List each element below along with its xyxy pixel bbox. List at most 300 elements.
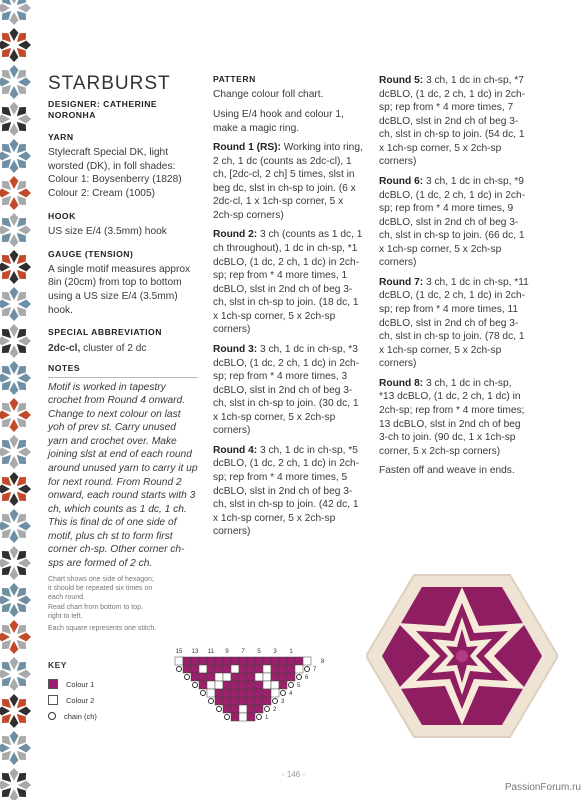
border-petal <box>10 102 19 115</box>
stitch-chart <box>170 645 340 735</box>
border-petal <box>17 85 26 94</box>
border-petal <box>17 751 26 760</box>
border-petal <box>17 107 26 116</box>
border-petal <box>2 85 11 94</box>
round-text <box>213 343 365 438</box>
chart-cell <box>207 673 215 681</box>
chart-cell <box>247 705 255 713</box>
border-petal <box>17 514 26 523</box>
border-petal <box>17 714 26 723</box>
border-petal <box>2 603 11 612</box>
chart-cell <box>223 705 231 713</box>
chart-cell <box>279 657 287 665</box>
border-petal <box>10 287 19 300</box>
border-motif <box>0 398 31 432</box>
chart-cell <box>175 657 183 665</box>
chart-key <box>48 660 97 724</box>
round-label: Round 6: <box>379 175 424 187</box>
chart-cell <box>231 673 239 681</box>
border-petal <box>17 48 26 57</box>
border-petal <box>17 196 26 205</box>
chart-cell <box>215 673 223 681</box>
chart-cell <box>263 673 271 681</box>
chart-cell <box>215 665 223 673</box>
border-petal <box>17 529 26 538</box>
chart-note: Chart shows one side of hexagon; it should be repeated six times on each round. <box>48 576 154 602</box>
border-petal <box>17 418 26 427</box>
border-petal <box>2 736 11 745</box>
chart-cell <box>231 713 239 721</box>
border-petal <box>17 603 26 612</box>
chart-cell <box>255 665 263 673</box>
chart-cell <box>271 673 279 681</box>
chart-cell <box>191 657 199 665</box>
chart-cell <box>247 657 255 665</box>
border-petal <box>18 226 31 235</box>
chart-cell <box>279 681 287 689</box>
border-petal <box>18 189 31 198</box>
chart-cell <box>231 697 239 705</box>
chart-cell <box>247 673 255 681</box>
border-petal <box>2 181 11 190</box>
chart-cell <box>231 681 239 689</box>
chain-symbol-icon <box>48 712 56 720</box>
border-center <box>11 708 17 714</box>
round-label: Round 8: <box>379 377 424 389</box>
chart-row-label: 4 <box>289 691 293 697</box>
hook-text: US size E/4 (3.5mm) hook <box>48 225 167 237</box>
border-motif <box>0 657 31 691</box>
border-petal <box>18 374 31 383</box>
chart-cell <box>207 681 215 689</box>
chart-note: Each square represents one stitch. <box>48 625 157 632</box>
border-petal <box>17 11 26 20</box>
border-petal <box>10 361 19 374</box>
chart-col-label: 13 <box>191 649 199 655</box>
round-label: Round 3: <box>213 343 258 355</box>
border-petal <box>2 418 11 427</box>
chart-chain <box>217 707 222 712</box>
border-petal <box>2 551 11 560</box>
key-title: KEY <box>48 660 67 670</box>
border-petal <box>2 699 11 708</box>
border-petal <box>0 485 10 494</box>
border-center <box>11 227 17 233</box>
border-center <box>11 523 17 529</box>
border-petal <box>17 233 26 242</box>
border-center <box>11 338 17 344</box>
chart-col-label: 1 <box>289 649 293 655</box>
border-center <box>11 597 17 603</box>
round-text <box>379 276 529 371</box>
round-text <box>213 141 365 222</box>
round-label: Round 1 (RS): <box>213 142 281 154</box>
border-petal <box>17 455 26 464</box>
border-petal <box>2 270 11 279</box>
border-petal <box>10 472 19 485</box>
border-petal <box>17 492 26 501</box>
border-center <box>11 782 17 788</box>
border-petal <box>17 307 26 316</box>
chart-cell <box>263 681 271 689</box>
border-petal <box>2 440 11 449</box>
chart-chain <box>225 715 230 720</box>
border-petal <box>17 662 26 671</box>
border-petal <box>10 694 19 707</box>
chart-chain <box>297 675 302 680</box>
border-petal <box>2 477 11 486</box>
chart-cell <box>215 657 223 665</box>
border-petal <box>18 115 31 124</box>
chart-cell <box>239 689 247 697</box>
chart-cell <box>287 665 295 673</box>
round-body: 3 ch, 1 dc in ch-sp, *3 dcBLO, (1 dc, 2 ch, 1 dc) in 2ch-sp; rep from * 4 more times, 3 dcBLO, slst in 2nd ch of beg 3-ch, slst in ch-sp to join. (30 dc, 1 x 1ch-sp corner, 5 x 2ch-sp corners) <box>213 343 360 437</box>
border-petal <box>18 300 31 309</box>
chart-cell <box>279 665 287 673</box>
border-center <box>11 116 17 122</box>
border-motif <box>0 139 31 173</box>
border-petal <box>10 567 19 580</box>
border-center <box>11 560 17 566</box>
chart-cell <box>223 657 231 665</box>
border-petal <box>0 448 10 457</box>
gauge-heading: GAUGE (TENSION) <box>48 248 134 259</box>
border-petal <box>2 403 11 412</box>
border-motif <box>0 213 31 247</box>
chart-col-label: 7 <box>241 649 245 655</box>
chart-cell <box>255 673 263 681</box>
pattern-intro: Using E/4 hook and colour 1, make a magic ring. <box>213 108 344 134</box>
border-petal <box>17 144 26 153</box>
border-petal <box>10 345 19 358</box>
border-petal <box>10 12 19 25</box>
border-petal <box>2 751 11 760</box>
chart-cell <box>239 697 247 705</box>
colour2-swatch <box>48 695 58 705</box>
round-text <box>379 175 529 270</box>
right-column <box>379 74 529 484</box>
border-petal <box>17 588 26 597</box>
border-petal <box>2 455 11 464</box>
border-petal <box>2 48 11 57</box>
chart-cell <box>183 657 191 665</box>
border-petal <box>18 41 31 50</box>
chart-cell <box>223 689 231 697</box>
border-motif <box>0 620 31 654</box>
border-petal <box>10 604 19 617</box>
border-petal <box>2 11 11 20</box>
notes-heading: NOTES <box>48 363 198 377</box>
chart-cell <box>207 665 215 673</box>
border-petal <box>2 196 11 205</box>
border-petal <box>10 752 19 765</box>
border-petal <box>10 715 19 728</box>
chart-cell <box>231 657 239 665</box>
chart-cell <box>263 665 271 673</box>
round-label: Round 4: <box>213 444 258 456</box>
chart-cell <box>215 689 223 697</box>
border-petal <box>0 41 10 50</box>
chart-cell <box>295 665 303 673</box>
border-petal <box>17 677 26 686</box>
round-text <box>213 444 365 539</box>
chart-cell <box>247 689 255 697</box>
border-petal <box>0 522 10 531</box>
yarn-line: Colour 2: Cream (1005) <box>48 187 156 199</box>
chart-cell <box>263 657 271 665</box>
border-petal <box>17 381 26 390</box>
border-petal <box>18 337 31 346</box>
chart-cell <box>199 665 207 673</box>
middle-column <box>213 74 365 545</box>
yarn-heading: YARN <box>48 131 74 142</box>
chart-row-label: 1 <box>265 715 269 721</box>
chart-cell <box>223 673 231 681</box>
border-petal <box>0 300 10 309</box>
border-petal <box>2 588 11 597</box>
border-petal <box>10 530 19 543</box>
key-item <box>48 692 97 708</box>
key-label: chain (ch) <box>64 711 97 721</box>
border-center <box>11 375 17 381</box>
border-petal <box>0 226 10 235</box>
chart-cell <box>223 681 231 689</box>
border-petal <box>2 233 11 242</box>
border-petal <box>17 625 26 634</box>
chart-chain <box>305 667 310 672</box>
round-body: 3 ch, 1 dc in ch-sp, *5 dcBLO, (1 dc, 2 ch, 1 dc) in 2ch-sp; rep from * 4 more times, 5 dcBLO, slst in 2nd ch of beg 3-ch, slst in ch-sp to join. (42 dc, 1 x 1ch-sp corner, 5 x 2ch-sp corners) <box>213 444 360 538</box>
abbrev-term: 2dc-cl, <box>48 342 81 354</box>
round-text <box>379 74 529 169</box>
chart-cell <box>255 657 263 665</box>
border-motif <box>0 546 31 580</box>
border-petal <box>10 324 19 337</box>
border-petal <box>0 707 10 716</box>
border-motif <box>0 731 31 765</box>
border-center <box>11 412 17 418</box>
watermark: PassionForum.ru <box>504 782 581 793</box>
chart-cell <box>303 657 311 665</box>
key-label: Colour 1 <box>66 679 95 689</box>
border-petal <box>17 366 26 375</box>
border-petal <box>17 788 26 797</box>
border-petal <box>2 714 11 723</box>
border-petal <box>10 271 19 284</box>
border-petal <box>10 28 19 41</box>
chart-cell <box>279 673 287 681</box>
border-petal <box>2 566 11 575</box>
border-motif <box>0 28 31 62</box>
chart-cell <box>191 673 199 681</box>
abbrev-text <box>48 342 198 356</box>
border-petal <box>17 736 26 745</box>
border-petal <box>10 123 19 136</box>
border-petal <box>10 678 19 691</box>
border-petal <box>18 596 31 605</box>
border-petal <box>18 744 31 753</box>
border-petal <box>17 122 26 131</box>
border-petal <box>10 234 19 247</box>
chart-row-label: 8 <box>321 659 325 665</box>
abbrev-def: cluster of 2 dc <box>80 342 147 354</box>
border-petal <box>0 4 10 13</box>
border-petal <box>2 292 11 301</box>
border-petal <box>10 250 19 263</box>
chart-cell <box>215 681 223 689</box>
border-petal <box>10 160 19 173</box>
border-motif <box>0 435 31 469</box>
chart-chain <box>281 691 286 696</box>
border-petal <box>17 181 26 190</box>
page-number: - 146 - <box>281 770 306 779</box>
border-petal <box>17 292 26 301</box>
chart-cell <box>247 697 255 705</box>
round-body: 3 ch, 1 dc in ch-sp, *9 dcBLO, (1 dc, 2 ch, 1 dc) in 2ch-sp; rep from * 4 more times, 9 dcBLO, slst in 2nd ch of beg 3-ch, slst in ch-sp to join. (66 dc, 1 x 1ch-sp corner, 5 x 2ch-sp corners) <box>379 175 526 269</box>
border-center <box>11 634 17 640</box>
border-petal <box>18 485 31 494</box>
border-petal <box>2 107 11 116</box>
chart-cell <box>199 657 207 665</box>
border-petal <box>0 78 10 87</box>
border-petal <box>2 640 11 649</box>
left-column <box>48 74 198 576</box>
border-petal <box>2 514 11 523</box>
colour1-swatch <box>48 679 58 689</box>
border-motif <box>0 102 31 136</box>
border-petal <box>17 551 26 560</box>
border-petal <box>10 213 19 226</box>
border-petal <box>2 70 11 79</box>
border-petal <box>17 477 26 486</box>
border-center <box>11 42 17 48</box>
border-center <box>11 79 17 85</box>
border-motif <box>0 509 31 543</box>
border-petal <box>2 329 11 338</box>
border-petal <box>18 78 31 87</box>
chart-chain <box>185 675 190 680</box>
round-body: 3 ch, 1 dc in ch-sp, *7 dcBLO, (1 dc, 2 ch, 1 dc) in 2ch-sp; rep from * 4 more times, 7 dcBLO, slst in 2nd ch of beg 3-ch, slst in ch-sp to join. (54 dc, 1 x 1ch-sp corner, 5 x 2ch-sp corners) <box>379 75 526 168</box>
border-petal <box>2 33 11 42</box>
border-motif <box>0 250 31 284</box>
border-petal <box>17 255 26 264</box>
border-petal <box>10 382 19 395</box>
chart-cell <box>247 681 255 689</box>
notes-text: Motif is worked in tapestry crochet from Round 4 onward. Change to next colour on last yoh of prev st. Carry unused yarn and crochet over. Make joining slst at end of each round around unused yarn to carry it up for next round. From Round 2 onward, each round starts with 3 ch, which counts as 1 dc, 1 ch. This is final dc of one side of motif, plus ch st to form first corner ch-sp. Other corner ch-sps are formed of 2 ch. <box>48 381 198 569</box>
chart-cell <box>239 681 247 689</box>
chart-cell <box>199 681 207 689</box>
border-petal <box>18 633 31 642</box>
border-motif <box>0 65 31 99</box>
chart-cell <box>247 713 255 721</box>
chart-cell <box>255 697 263 705</box>
page-title: STARBURST <box>48 73 171 94</box>
border-petal <box>2 307 11 316</box>
border-petal <box>2 144 11 153</box>
border-motif <box>0 176 31 210</box>
border-petal <box>17 218 26 227</box>
chart-cell <box>263 689 271 697</box>
pattern-intro: Change colour foll chart. <box>213 89 324 101</box>
chart-chain <box>209 699 214 704</box>
border-petal <box>10 86 19 99</box>
chart-cell <box>247 665 255 673</box>
border-petal <box>17 640 26 649</box>
border-motif <box>0 0 31 25</box>
border-petal <box>0 633 10 642</box>
chart-row-label: 2 <box>273 707 277 713</box>
chart-cell <box>239 657 247 665</box>
border-petal <box>2 381 11 390</box>
border-petal <box>18 411 31 420</box>
border-petal <box>17 566 26 575</box>
yarn-text <box>48 146 198 200</box>
chart-cell <box>183 665 191 673</box>
chart-row-label: 5 <box>297 683 301 689</box>
abbrev-heading: SPECIAL ABBREVIATION <box>48 327 162 338</box>
chart-cell <box>215 697 223 705</box>
border-center <box>11 301 17 307</box>
chart-row-label: 6 <box>305 675 309 681</box>
border-petal <box>2 625 11 634</box>
border-petal <box>10 49 19 62</box>
yarn-line: Stylecraft Special DK, light worsted (DK), in foll shades: <box>48 147 176 172</box>
border-petal <box>17 70 26 79</box>
chart-cell <box>287 673 295 681</box>
border-petal <box>17 440 26 449</box>
border-petal <box>10 0 19 4</box>
border-petal <box>2 159 11 168</box>
border-motif <box>0 324 31 358</box>
border-petal <box>10 435 19 448</box>
round-text <box>213 228 365 337</box>
border-petal <box>17 159 26 168</box>
chart-cell <box>191 665 199 673</box>
chart-cell <box>255 705 263 713</box>
chart-row-label: 7 <box>313 667 317 673</box>
border-petal <box>2 492 11 501</box>
border-petal <box>0 411 10 420</box>
round-label: Round 2: <box>213 229 258 241</box>
border-petal <box>18 448 31 457</box>
border-petal <box>17 699 26 708</box>
chart-cell <box>239 673 247 681</box>
crochet-motif-photo <box>366 573 558 739</box>
border-center <box>11 671 17 677</box>
chart-note: Read chart from bottom to top, right to left. <box>48 604 143 621</box>
border-center <box>11 745 17 751</box>
chart-cell <box>271 681 279 689</box>
chart-cell <box>231 689 239 697</box>
border-petal <box>0 559 10 568</box>
chart-cell <box>239 705 247 713</box>
border-petal <box>18 559 31 568</box>
chart-col-label: 11 <box>207 649 215 655</box>
border-petal <box>0 596 10 605</box>
gauge-text: A single motif measures approx 8in (20cm) from top to bottom using a US size E/4 (3.5mm) hook. <box>48 263 191 316</box>
chart-cell <box>239 713 247 721</box>
chart-cell <box>271 657 279 665</box>
yarn-line: Colour 1: Boysenberry (1828) <box>48 174 182 186</box>
chart-cell <box>207 689 215 697</box>
border-petal <box>0 152 10 161</box>
key-label: Colour 2 <box>66 695 95 705</box>
border-motif <box>0 361 31 395</box>
chart-cell <box>287 657 295 665</box>
border-petal <box>2 662 11 671</box>
border-petal <box>10 65 19 78</box>
border-petal <box>17 403 26 412</box>
border-petal <box>10 456 19 469</box>
